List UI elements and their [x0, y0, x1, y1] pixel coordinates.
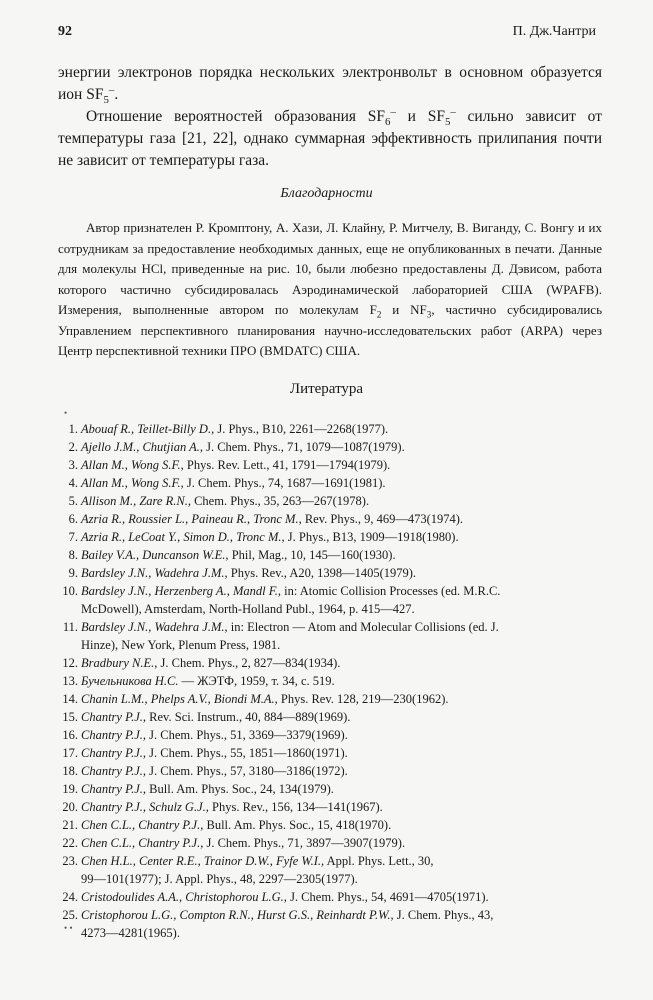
reference-item	[58, 762, 602, 780]
reference-number: 24.	[62, 890, 78, 904]
reference-number: 11.	[62, 620, 78, 634]
reference-item	[58, 834, 602, 852]
reference-authors: Cristodoulides A.A., Christophorou L.G.,	[81, 890, 287, 904]
reference-source: J. Chem. Phys., 54, 4691—4705(1971).	[286, 890, 489, 904]
reference-source: — ЖЭТФ, 1959, т. 34, с. 519.	[178, 674, 335, 688]
paragraph-2: Отношение вероятностей образования $SF_6^-$ и $SF_5^-$ сильно зависит от температуры газа [21, 22], однако суммарная эффективность прилипания почти не зависит от температуры газа.	[58, 105, 602, 169]
reference-authors: Chantry P.J.,	[81, 746, 147, 760]
reference-item	[58, 816, 602, 834]
reference-number: 4.	[68, 476, 78, 490]
reference-continuation: 99—101(1977); J. Appl. Phys., 48, 2297—2305(1977).	[81, 872, 358, 886]
reference-item	[58, 618, 602, 654]
reference-authors: Bradbury N.E.,	[81, 656, 158, 670]
reference-item	[58, 690, 602, 708]
reference-item	[58, 654, 602, 672]
reference-item	[58, 564, 602, 582]
reference-authors: Chen C.L., Chantry P.J.,	[81, 818, 204, 832]
reference-number: 8.	[68, 548, 78, 562]
reference-authors: Azria R., LeCoat Y., Simon D., Tronc M.,	[81, 530, 285, 544]
reference-authors: Allison M., Zare R.N.,	[81, 494, 191, 508]
reference-item	[58, 546, 602, 564]
reference-continuation: 4273—4281(1965).	[81, 926, 180, 940]
reference-source: J. Chem. Phys., 57, 3180—3186(1972).	[146, 764, 348, 778]
reference-item	[58, 906, 602, 942]
reference-number: 16.	[62, 728, 78, 742]
reference-authors: Chantry P.J., Schulz G.J.,	[81, 800, 209, 814]
reference-item	[58, 888, 602, 906]
acknowledgements-title: Благодарности	[280, 186, 373, 201]
reference-source: Chem. Phys., 35, 263—267(1978).	[190, 494, 370, 508]
reference-source: in: Atomic Collision Processes (ed. M.R.C.	[280, 584, 501, 598]
reference-source: Phys. Rev., A20, 1398—1405(1979).	[227, 566, 417, 580]
reference-number: 10.	[62, 584, 78, 598]
reference-authors: Chantry P.J.,	[81, 764, 147, 778]
scan-speck: •	[64, 408, 68, 418]
reference-authors: Chen C.L., Chantry P.J.,	[81, 836, 204, 850]
reference-number: 12.	[62, 656, 78, 670]
reference-authors: Chantry P.J.,	[81, 710, 147, 724]
page-header	[58, 24, 596, 44]
reference-authors: Allan M., Wong S.F.,	[81, 476, 184, 490]
reference-source: Phys. Rev., 156, 134—141(1967).	[208, 800, 383, 814]
reference-authors: Bardsley J.N., Wadehra J.M.,	[81, 566, 228, 580]
reference-source: Bull. Am. Phys. Soc., 15, 418(1970).	[203, 818, 392, 832]
reference-source: Rev. Phys., 9, 469—473(1974).	[301, 512, 464, 526]
reference-item	[58, 510, 602, 528]
reference-number: 25.	[62, 908, 78, 922]
literature-title: Литература	[289, 381, 364, 397]
reference-source: J. Chem. Phys., 71, 1079—1087(1979).	[202, 440, 405, 454]
reference-number: 6.	[68, 512, 78, 526]
reference-number: 7.	[68, 530, 78, 544]
reference-authors: Бучельникова Н.С.	[81, 674, 179, 688]
reference-number: 19.	[62, 782, 78, 796]
reference-authors: Abouaf R., Teillet-Billy D.,	[81, 422, 215, 436]
reference-number: 1.	[68, 422, 78, 436]
reference-item	[58, 492, 602, 510]
reference-number: 23.	[62, 854, 78, 868]
reference-source: J. Chem. Phys., 71, 3897—3907(1979).	[203, 836, 406, 850]
reference-source: Phil, Mag., 10, 145—160(1930).	[228, 548, 396, 562]
reference-authors: Bardsley J.N., Herzenberg A., Mandl F.,	[81, 584, 281, 598]
body-text	[58, 62, 602, 172]
reference-item	[58, 474, 602, 492]
reference-item	[58, 708, 602, 726]
reference-item	[58, 420, 602, 438]
reference-item	[58, 852, 602, 888]
reference-source: J. Chem. Phys., 2, 827—834(1934).	[157, 656, 341, 670]
reference-authors: Chantry P.J.,	[81, 782, 147, 796]
reference-authors: Bardsley J.N., Wadehra J.M.,	[81, 620, 228, 634]
reference-item	[58, 726, 602, 744]
reference-list	[58, 420, 602, 942]
reference-number: 15.	[62, 710, 78, 724]
reference-number: 21.	[62, 818, 78, 832]
reference-item	[58, 528, 602, 546]
reference-authors: Chen H.L., Center R.E., Trainor D.W., Fyfe W.I.,	[81, 854, 325, 868]
reference-source: J. Chem. Phys., 74, 1687—1691(1981).	[183, 476, 386, 490]
reference-item	[58, 438, 602, 456]
reference-source: J. Phys., B10, 2261—2268(1977).	[214, 422, 389, 436]
reference-source: Appl. Phys. Lett., 30,	[324, 854, 434, 868]
reference-source: J. Phys., B13, 1909—1918(1980).	[284, 530, 459, 544]
reference-number: 17.	[62, 746, 78, 760]
reference-source: in: Electron — Atom and Molecular Collisions (ed. J.	[227, 620, 499, 634]
reference-source: Phys. Rev. 128, 219—230(1962).	[277, 692, 449, 706]
reference-source: Rev. Sci. Instrum., 40, 884—889(1969).	[146, 710, 351, 724]
reference-item	[58, 798, 602, 816]
reference-authors: Ajello J.M., Chutjian A.,	[81, 440, 203, 454]
reference-authors: Azria R., Roussier L., Paineau R., Tronc M.,	[81, 512, 302, 526]
reference-item	[58, 672, 602, 690]
reference-number: 20.	[62, 800, 78, 814]
paragraph-1: энергии электронов порядка нескольких электронвольт в основном образуется ион $SF_5^-$.	[58, 64, 602, 107]
reference-authors: Allan M., Wong S.F.,	[81, 458, 184, 472]
reference-source: J. Chem. Phys., 51, 3369—3379(1969).	[146, 728, 348, 742]
running-title: П. Дж.Чантри	[512, 24, 596, 39]
acknowledgements-text: Автор признателен Р. Кромптону, А. Хази, Л. Клайну, Р. Митчелу, В. Виганду, С. Вонгу и их сотрудникам за предоставление необходимых данных, еще не опубликованных в печати. Данные для молекулы HCl, приведенные на рис. 10, были любезно предоставлены Д. Дэвисом, работа которого частично субсидировалась Аэродинамической лабораторией США (WPAFB). Измерения, выполненные автором по молекулам $F_2$ и $NF_3$, частично субсидировались Управлением перспективного планирования научно-исследовательских работ (ARPA) через Центр перспективной техники ПРО (BMDATC) США.	[58, 220, 602, 358]
reference-authors: Bailey V.A., Duncanson W.E.,	[81, 548, 229, 562]
reference-continuation: McDowell), Amsterdam, North-Holland Publ., 1964, p. 415—427.	[81, 602, 415, 616]
scan-speck: • •	[64, 923, 73, 933]
reference-number: 5.	[68, 494, 78, 508]
reference-continuation: Hinze), New York, Plenum Press, 1981.	[81, 638, 281, 652]
reference-number: 3.	[68, 458, 78, 472]
reference-authors: Chanin L.M., Phelps A.V., Biondi M.A.,	[81, 692, 278, 706]
reference-source: J. Chem. Phys., 43,	[393, 908, 494, 922]
reference-item	[58, 582, 602, 618]
reference-item	[58, 456, 602, 474]
reference-source: Phys. Rev. Lett., 41, 1791—1794(1979).	[183, 458, 391, 472]
reference-number: 18.	[62, 764, 78, 778]
reference-number: 2.	[68, 440, 78, 454]
reference-number: 9.	[68, 566, 78, 580]
reference-source: Bull. Am. Phys. Soc., 24, 134(1979).	[146, 782, 334, 796]
reference-item	[58, 780, 602, 798]
reference-source: J. Chem. Phys., 55, 1851—1860(1971).	[146, 746, 348, 760]
reference-number: 14.	[62, 692, 78, 706]
reference-number: 13.	[62, 674, 78, 688]
reference-number: 22.	[62, 836, 78, 850]
reference-authors: Chantry P.J.,	[81, 728, 147, 742]
reference-item	[58, 744, 602, 762]
page-number: 92	[58, 24, 72, 39]
reference-authors: Cristophorou L.G., Compton R.N., Hurst G.S., Reinhardt P.W.,	[81, 908, 394, 922]
